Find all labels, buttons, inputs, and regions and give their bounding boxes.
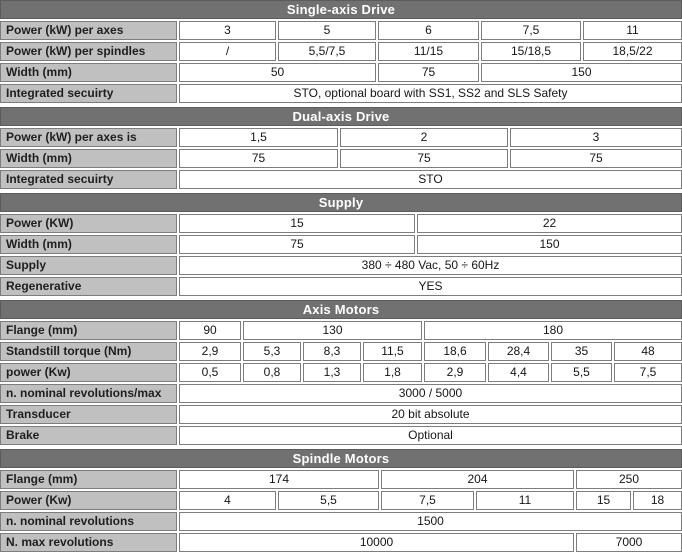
table-cell: 11 <box>476 491 574 510</box>
table-cell: 15 <box>576 491 631 510</box>
row-label: Width (mm) <box>0 149 177 168</box>
table-cell: 150 <box>417 235 682 254</box>
section-title: Supply <box>0 193 682 212</box>
table-cell: 48 <box>614 342 682 361</box>
row-label: power (Kw) <box>0 363 177 382</box>
table-cell: 75 <box>179 149 338 168</box>
table-row <box>0 21 682 40</box>
section-supply <box>0 193 682 296</box>
table-cell: 11/15 <box>378 42 479 61</box>
table-cell: YES <box>179 277 682 296</box>
table-cell: 150 <box>481 63 682 82</box>
table-cell: 3000 / 5000 <box>179 384 682 403</box>
table-row <box>0 405 682 424</box>
row-label: Integrated secuirty <box>0 170 177 189</box>
table-cell: 174 <box>179 470 379 489</box>
table-cell: 11,5 <box>363 342 422 361</box>
table-row <box>0 470 682 489</box>
table-cell: 75 <box>179 235 415 254</box>
table-cell: 380 ÷ 480 Vac, 50 ÷ 60Hz <box>179 256 682 275</box>
section-title: Dual-axis Drive <box>0 107 682 126</box>
row-label: Power (kW) per spindles <box>0 42 177 61</box>
table-cell: 75 <box>378 63 479 82</box>
table-cell: 50 <box>179 63 376 82</box>
table-cell: 75 <box>510 149 682 168</box>
table-cell: 2,9 <box>424 363 486 382</box>
table-cell: 2,9 <box>179 342 241 361</box>
table-row <box>0 384 682 403</box>
table-cell: 75 <box>340 149 508 168</box>
table-cell: 180 <box>424 321 682 340</box>
table-cell: 7,5 <box>381 491 474 510</box>
table-cell: 1,3 <box>303 363 361 382</box>
row-label: Integrated secuirty <box>0 84 177 103</box>
table-row <box>0 84 682 103</box>
table-row <box>0 128 682 147</box>
table-cell: Optional <box>179 426 682 445</box>
table-cell: 20 bit absolute <box>179 405 682 424</box>
row-label: Supply <box>0 256 177 275</box>
row-label: Flange (mm) <box>0 321 177 340</box>
table-row <box>0 256 682 275</box>
table-cell: 90 <box>179 321 241 340</box>
table-cell: 5 <box>278 21 376 40</box>
table-cell: 1,8 <box>363 363 422 382</box>
table-cell: 204 <box>381 470 574 489</box>
section-single-axis-drive <box>0 0 682 103</box>
table-cell: 0,5 <box>179 363 241 382</box>
table-row <box>0 491 682 510</box>
section-title: Spindle Motors <box>0 449 682 468</box>
table-cell: 22 <box>417 214 682 233</box>
section-dual-axis-drive <box>0 107 682 189</box>
row-label: Standstill torque (Nm) <box>0 342 177 361</box>
table-row <box>0 512 682 531</box>
table-cell: 5,3 <box>243 342 301 361</box>
table-cell: 15 <box>179 214 415 233</box>
table-row <box>0 214 682 233</box>
table-cell: 5,5 <box>551 363 612 382</box>
row-label: Power (KW) <box>0 214 177 233</box>
table-cell: 18,6 <box>424 342 486 361</box>
table-row <box>0 363 682 382</box>
row-label: Brake <box>0 426 177 445</box>
table-cell: 5,5/7,5 <box>278 42 376 61</box>
table-cell: STO, optional board with SS1, SS2 and SLS Safety <box>179 84 682 103</box>
table-row <box>0 235 682 254</box>
row-label: Power (kW) per axes is <box>0 128 177 147</box>
table-row <box>0 426 682 445</box>
table-cell: 3 <box>179 21 276 40</box>
table-cell: 15/18,5 <box>481 42 581 61</box>
row-label: Regenerative <box>0 277 177 296</box>
table-row <box>0 533 682 552</box>
table-cell: 4,4 <box>488 363 549 382</box>
table-cell: 130 <box>243 321 422 340</box>
table-row <box>0 170 682 189</box>
row-label: Transducer <box>0 405 177 424</box>
table-cell: / <box>179 42 276 61</box>
row-label: Width (mm) <box>0 63 177 82</box>
row-label: n. nominal revolutions/max <box>0 384 177 403</box>
table-row <box>0 42 682 61</box>
table-cell: 28,4 <box>488 342 549 361</box>
table-cell: 6 <box>378 21 479 40</box>
row-label: N. max revolutions <box>0 533 177 552</box>
table-cell: 10000 <box>179 533 574 552</box>
table-cell: 0,8 <box>243 363 301 382</box>
table-cell: STO <box>179 170 682 189</box>
table-cell: 7,5 <box>614 363 682 382</box>
row-label: Flange (mm) <box>0 470 177 489</box>
table-cell: 3 <box>510 128 682 147</box>
table-row <box>0 149 682 168</box>
table-row <box>0 321 682 340</box>
table-row <box>0 63 682 82</box>
table-cell: 18,5/22 <box>583 42 682 61</box>
row-label: n. nominal revolutions <box>0 512 177 531</box>
table-cell: 8,3 <box>303 342 361 361</box>
section-title: Single-axis Drive <box>0 0 682 19</box>
table-cell: 1,5 <box>179 128 338 147</box>
table-row <box>0 342 682 361</box>
table-cell: 11 <box>583 21 682 40</box>
section-axis-motors <box>0 300 682 445</box>
row-label: Power (Kw) <box>0 491 177 510</box>
table-cell: 7,5 <box>481 21 581 40</box>
row-label: Power (kW) per axes <box>0 21 177 40</box>
table-cell: 4 <box>179 491 276 510</box>
table-cell: 2 <box>340 128 508 147</box>
table-cell: 18 <box>633 491 682 510</box>
table-cell: 35 <box>551 342 612 361</box>
row-label: Width (mm) <box>0 235 177 254</box>
table-cell: 1500 <box>179 512 682 531</box>
table-cell: 5,5 <box>278 491 379 510</box>
table-cell: 7000 <box>576 533 682 552</box>
table-cell: 250 <box>576 470 682 489</box>
section-spindle-motors <box>0 449 682 552</box>
section-title: Axis Motors <box>0 300 682 319</box>
table-row <box>0 277 682 296</box>
